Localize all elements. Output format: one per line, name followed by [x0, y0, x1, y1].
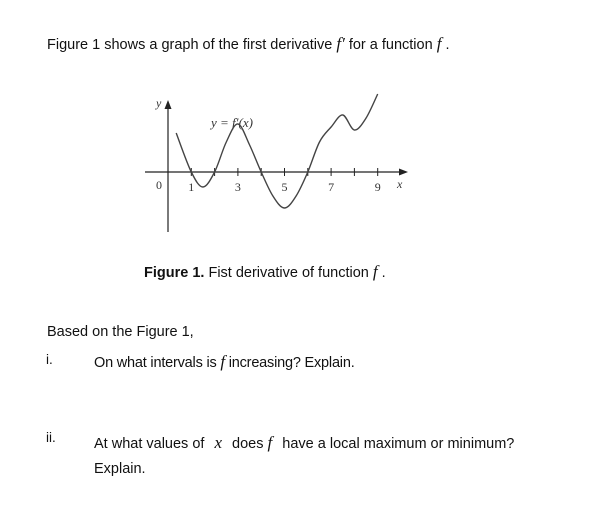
caption-label: Figure 1. — [144, 265, 205, 281]
question-2-number: ii. — [46, 430, 56, 445]
q1-text-before: On what intervals is — [94, 355, 217, 371]
q1-f-symbol: f — [220, 352, 225, 371]
figure-caption — [144, 262, 386, 282]
question-1-number: i. — [46, 352, 53, 367]
q1-text-after: increasing? Explain. — [228, 355, 355, 371]
x-tick-label: 7 — [328, 180, 335, 194]
q2-x-symbol: x — [214, 433, 222, 452]
intro-text-mid: for a function — [348, 37, 433, 53]
lead-text: Based on the Figure 1, — [47, 324, 194, 340]
q2-f-symbol: f — [267, 433, 273, 452]
q2-text-before: At what values of — [94, 436, 205, 452]
question-1-text — [94, 352, 355, 372]
caption-period: . — [381, 265, 386, 281]
x-tick-label: 5 — [281, 180, 288, 194]
x-axis-arrow — [399, 169, 408, 176]
x-axis-label: x — [397, 177, 403, 191]
q2-text-mid: does — [232, 436, 264, 452]
x-tick-label: 1 — [188, 180, 195, 194]
x-tick-labels — [188, 180, 380, 194]
origin-label: 0 — [156, 178, 162, 192]
y-axis-arrow — [165, 100, 172, 109]
q2-text-after: have a local maximum or minimum? Explain. — [94, 436, 515, 477]
curve-label: y = f′(x) — [211, 115, 253, 130]
caption-text: Fist derivative of function — [208, 265, 369, 281]
y-axis-label: y — [156, 96, 162, 110]
f-symbol: f — [436, 34, 442, 53]
question-2-text — [94, 430, 556, 482]
x-tick-label: 3 — [234, 180, 241, 194]
derivative-curve — [176, 94, 378, 208]
intro-period: . — [445, 37, 450, 53]
x-tick-label: 9 — [374, 180, 381, 194]
f-prime-symbol: f′ — [336, 34, 345, 53]
intro-text-before: Figure 1 shows a graph of the first derivative — [47, 37, 333, 53]
caption-f-symbol: f — [372, 262, 378, 281]
